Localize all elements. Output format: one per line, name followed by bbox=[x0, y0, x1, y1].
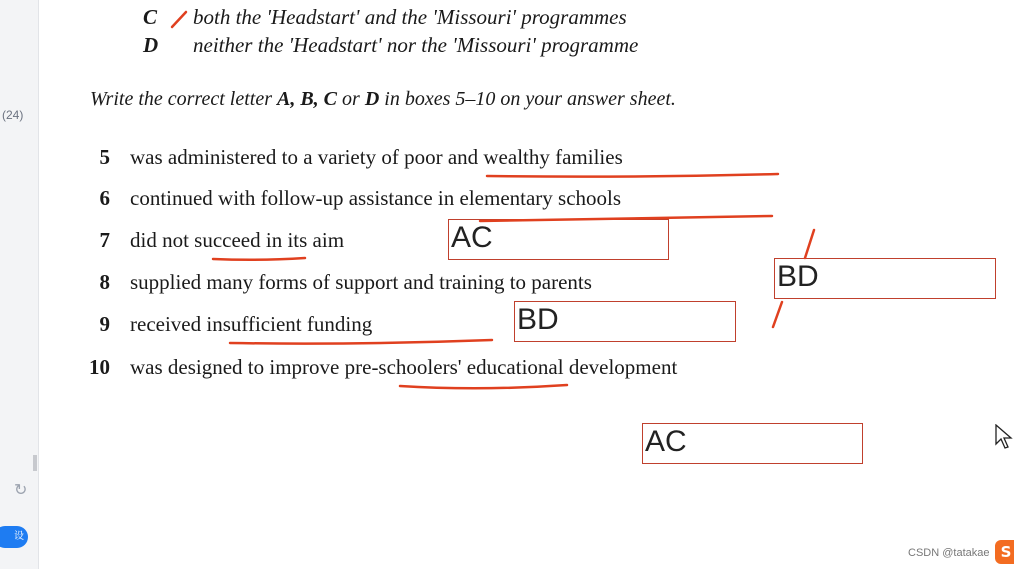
question-number: 9 bbox=[99, 312, 110, 336]
instruction-suffix: in boxes 5–10 on your answer sheet. bbox=[379, 88, 676, 110]
underline-q5 bbox=[487, 174, 778, 177]
watermark-text: CSDN @tatakae bbox=[908, 547, 990, 559]
instruction-letters: A, B, C bbox=[276, 88, 338, 110]
refresh-icon[interactable]: ↻ bbox=[14, 480, 28, 499]
question-number: 8 bbox=[99, 270, 110, 294]
csdn-logo-icon[interactable]: S bbox=[995, 540, 1014, 564]
instruction-middle: or bbox=[337, 88, 365, 110]
option-c bbox=[143, 5, 627, 30]
option-d bbox=[143, 33, 638, 58]
option-text: neither the 'Headstart' nor the 'Missouri' programme bbox=[193, 33, 639, 57]
option-letter: C bbox=[143, 5, 158, 29]
question-number: 7 bbox=[99, 228, 110, 252]
underline-q10 bbox=[400, 385, 567, 388]
answer-box-q10[interactable]: AC bbox=[642, 423, 863, 464]
option-text: both the 'Headstart' and the 'Missouri' programmes bbox=[193, 5, 627, 29]
answer-box-q8[interactable]: BD bbox=[774, 258, 996, 299]
question-text: received insufficient funding bbox=[130, 312, 373, 336]
question-number: 6 bbox=[99, 186, 110, 210]
page-count-label: (24) bbox=[2, 108, 24, 122]
underline-q9 bbox=[230, 340, 492, 344]
question-number: 5 bbox=[99, 145, 110, 169]
slash-mark-upper bbox=[805, 230, 814, 258]
instruction-last-letter: D bbox=[364, 88, 380, 110]
question-text: continued with follow-up assistance in elementary schools bbox=[130, 186, 622, 210]
instruction-line bbox=[90, 88, 676, 111]
question-text: was designed to improve pre-schoolers' educational development bbox=[130, 355, 678, 379]
underline-q7 bbox=[213, 258, 305, 260]
slash-mark-lower bbox=[773, 302, 782, 327]
settings-pill-button[interactable]: 设 bbox=[0, 526, 28, 548]
question-number: 10 bbox=[89, 355, 110, 379]
question-text: was administered to a variety of poor and wealthy families bbox=[130, 145, 623, 169]
answer-box-q7[interactable]: AC bbox=[448, 219, 669, 260]
question-text: did not succeed in its aim bbox=[130, 228, 345, 252]
option-letter: D bbox=[143, 33, 159, 57]
scrollbar-thumb[interactable] bbox=[33, 455, 37, 471]
instruction-prefix: Write the correct letter bbox=[90, 88, 277, 110]
question-text: supplied many forms of support and training to parents bbox=[130, 270, 592, 294]
mouse-cursor-icon bbox=[995, 424, 1013, 450]
side-panel bbox=[0, 0, 39, 569]
answer-box-q9[interactable]: BD bbox=[514, 301, 736, 342]
